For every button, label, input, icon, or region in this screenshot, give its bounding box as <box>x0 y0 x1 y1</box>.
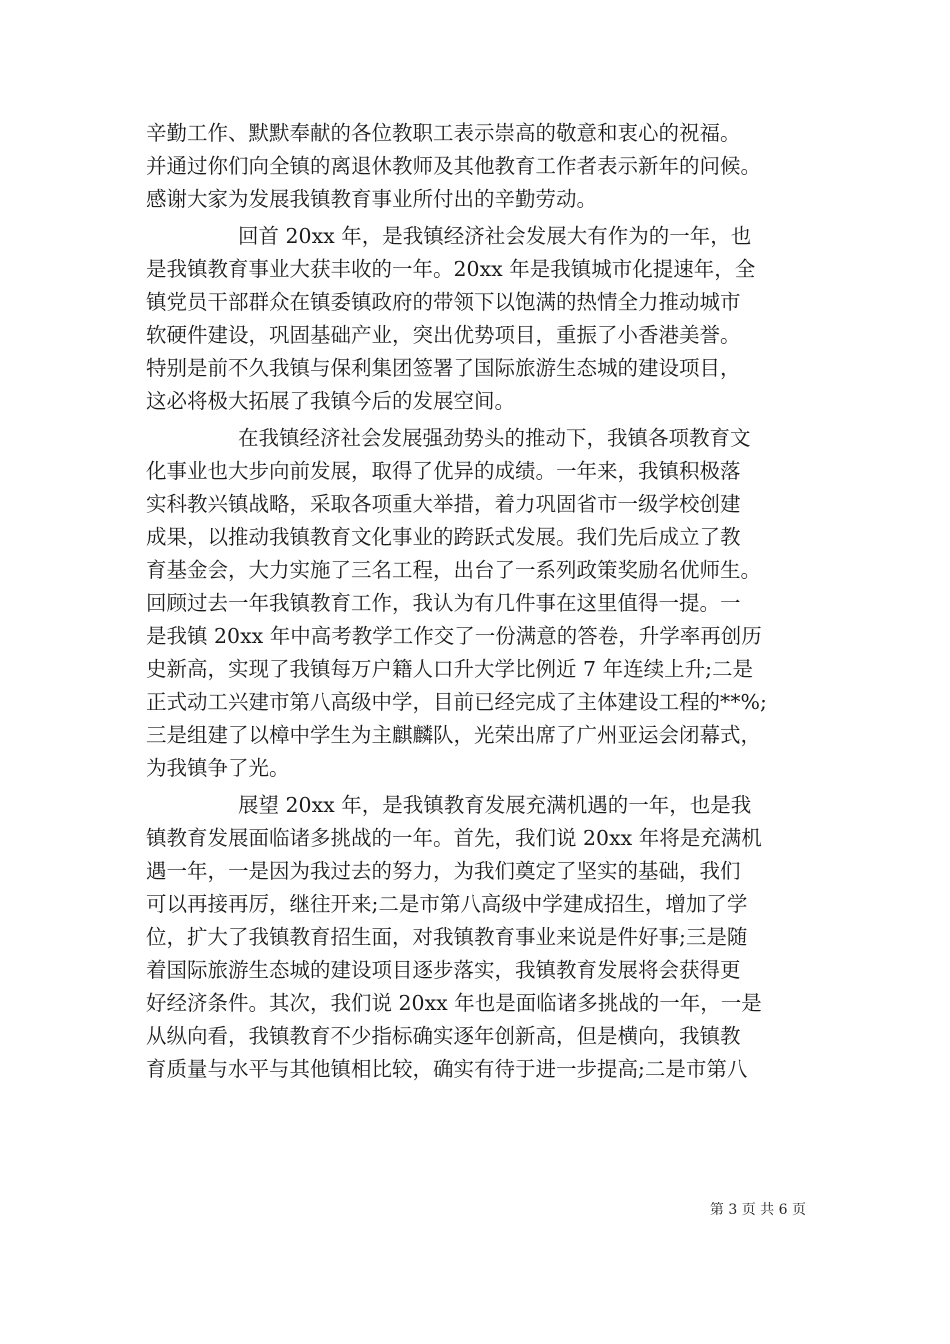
text-line: 实科教兴镇战略，采取各项重大举措，着力巩固省市一级学校创建 <box>146 492 741 516</box>
text-line: 回首 20xx 年，是我镇经济社会发展大有作为的一年，也 <box>238 224 752 248</box>
text-line: 镇党员干部群众在镇委镇政府的带领下以饱满的热情全力推动城市 <box>146 290 741 314</box>
document-body <box>146 117 812 1086</box>
text-line: 可以再接再厉，继往开来;二是市第八高级中学建成招生，增加了学 <box>146 892 748 916</box>
text-line: 好经济条件。其次，我们说 20xx 年也是面临诸多挑战的一年，一是 <box>146 991 762 1015</box>
text-line: 史新高，实现了我镇每万户籍人口升大学比例近 7 年连续上升;二是 <box>146 657 753 681</box>
paragraph-achievements <box>146 422 812 785</box>
page-number: 第 3 页 共 6 页 <box>709 1202 806 1218</box>
text-line: 正式动工兴建市第八高级中学，目前已经完成了主体建设工程的**%; <box>146 690 767 714</box>
paragraph-greeting <box>146 117 812 216</box>
text-line: 着国际旅游生态城的建设项目逐步落实，我镇教育发展将会获得更 <box>146 958 741 982</box>
text-line: 遇一年，一是因为我过去的努力，为我们奠定了坚实的基础，我们 <box>146 859 741 883</box>
text-line: 从纵向看，我镇教育不少指标确实逐年创新高，但是横向，我镇教 <box>146 1024 741 1048</box>
text-line: 是我镇 20xx 年中高考教学工作交了一份满意的答卷，升学率再创历 <box>146 624 762 648</box>
text-line: 特别是前不久我镇与保利集团签署了国际旅游生态城的建设项目， <box>146 356 741 380</box>
text-line: 并通过你们向全镇的离退休教师及其他教育工作者表示新年的问候。 <box>146 154 761 178</box>
text-line: 软硬件建设，巩固基础产业，突出优势项目，重振了小香港美誉。 <box>146 323 741 347</box>
text-line: 这必将极大拓展了我镇今后的发展空间。 <box>146 389 515 413</box>
text-line: 三是组建了以樟中学生为主麒麟队，光荣出席了广州亚运会闭幕式， <box>146 723 761 747</box>
text-line: 是我镇教育事业大获丰收的一年。20xx 年是我镇城市化提速年，全 <box>146 257 756 281</box>
text-line: 辛勤工作、默默奉献的各位教职工表示崇高的敬意和衷心的祝福。 <box>146 121 741 145</box>
paragraph-outlook <box>146 789 812 1086</box>
paragraph-review <box>146 220 812 418</box>
text-line: 展望 20xx 年，是我镇教育发展充满机遇的一年，也是我 <box>238 793 752 817</box>
text-line: 感谢大家为发展我镇教育事业所付出的辛勤劳动。 <box>146 187 597 211</box>
text-line: 成果，以推动我镇教育文化事业的跨跃式发展。我们先后成立了教 <box>146 525 741 549</box>
text-line: 为我镇争了光。 <box>146 756 290 780</box>
text-line: 在我镇经济社会发展强劲势头的推动下，我镇各项教育文 <box>238 426 751 450</box>
text-line: 镇教育发展面临诸多挑战的一年。首先，我们说 20xx 年将是充满机 <box>146 826 762 850</box>
text-line: 育基金会，大力实施了三名工程，出台了一系列政策奖励名优师生。 <box>146 558 761 582</box>
text-line: 化事业也大步向前发展，取得了优异的成绩。一年来，我镇积极落 <box>146 459 741 483</box>
text-line: 回顾过去一年我镇教育工作，我认为有几件事在这里值得一提。一 <box>146 591 741 615</box>
text-line: 位，扩大了我镇教育招生面，对我镇教育事业来说是件好事;三是随 <box>146 925 748 949</box>
text-line: 育质量与水平与其他镇相比较，确实有待于进一步提高;二是市第八 <box>146 1057 748 1081</box>
